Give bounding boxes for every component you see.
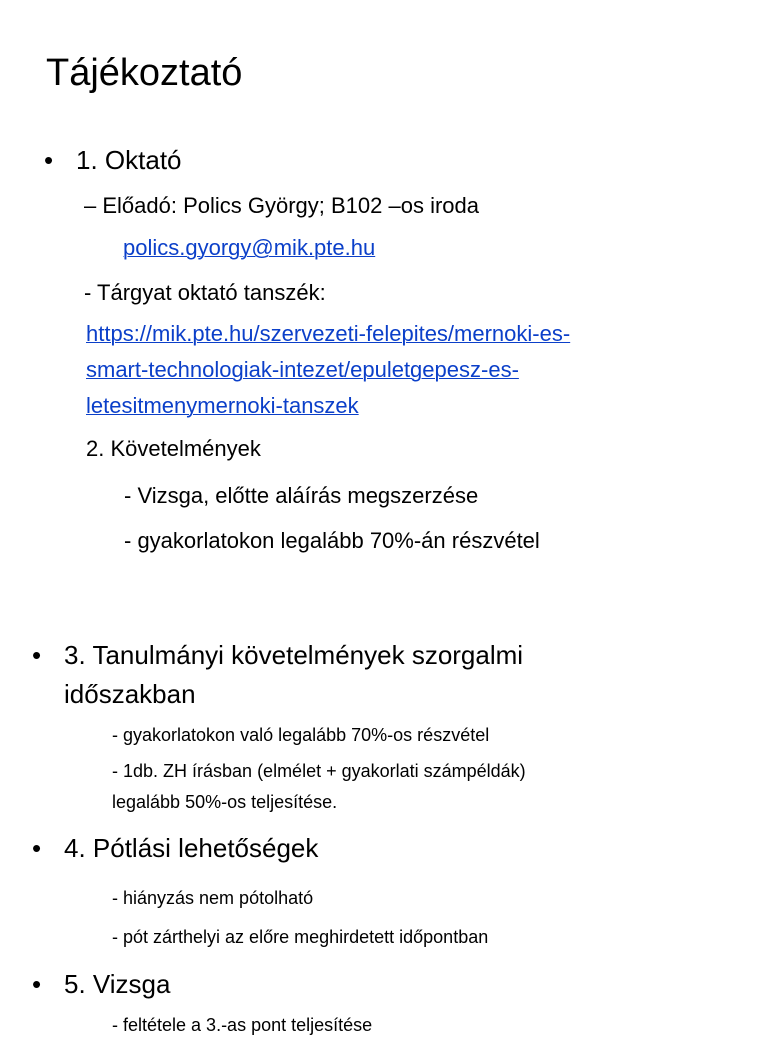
department-url-link-line-2[interactable]: smart-technologiak-intezet/epuletgepesz-es-	[86, 357, 519, 382]
bullet-dot-icon: •	[32, 833, 42, 863]
requirements-heading: 2. Követelmények	[86, 436, 261, 461]
section-3-heading-line-1: 3. Tanulmányi követelmények szorgalmi	[64, 640, 524, 670]
section-5-heading: 5. Vizsga	[64, 969, 171, 999]
lecturer-line: – Előadó: Polics György; B102 –os iroda	[84, 193, 480, 218]
section-4-item: - pót zárthelyi az előre meghirdetett időpontban	[112, 927, 489, 947]
section-5-item: - feltétele a 3.-as pont teljesítése	[112, 1015, 373, 1035]
section-oktato-heading: 1. Oktató	[76, 145, 182, 175]
lecturer-email-link[interactable]: polics.gyorgy@mik.pte.hu	[123, 235, 376, 260]
bullet-dot-icon: •	[44, 145, 54, 175]
requirement-item: - Vizsga, előtte aláírás megszerzése	[124, 483, 479, 508]
section-3-item: - 1db. ZH írásban (elmélet + gyakorlati számpéldák)	[112, 761, 526, 781]
department-label: - Tárgyat oktató tanszék:	[84, 280, 326, 305]
department-url-link-line-1[interactable]: https://mik.pte.hu/szervezeti-felepites/mernoki-es-	[86, 321, 571, 346]
section-4-item: - hiányzás nem pótolható	[112, 888, 314, 908]
page-title: Tájékoztató	[46, 52, 243, 94]
bullet-dot-icon: •	[32, 969, 42, 999]
section-3-item: - gyakorlatokon való legalább 70%-os részvétel	[112, 725, 490, 745]
department-url-link-line-3[interactable]: letesitmenymernoki-tanszek	[86, 393, 359, 418]
section-3-item: legalább 50%-os teljesítése.	[112, 792, 338, 812]
section-4-heading: 4. Pótlási lehetőségek	[64, 833, 319, 863]
requirement-item: - gyakorlatokon legalább 70%-án részvétel	[124, 528, 540, 553]
bullet-dot-icon: •	[32, 640, 42, 670]
section-3-heading-line-2: időszakban	[64, 679, 196, 709]
